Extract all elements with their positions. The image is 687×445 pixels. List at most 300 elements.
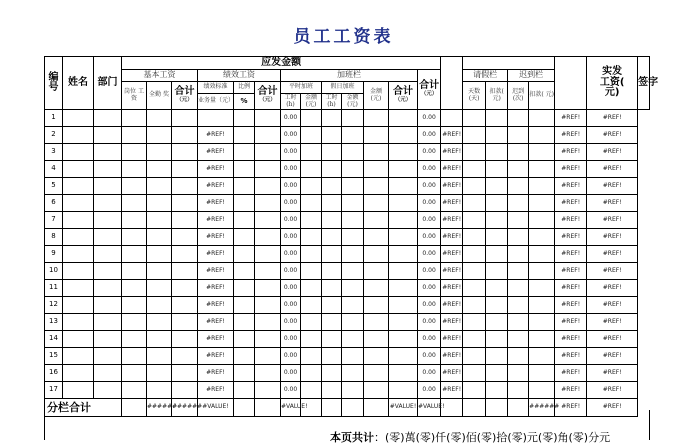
cell-empty bbox=[529, 382, 555, 399]
cell-empty bbox=[389, 178, 418, 195]
cell-empty bbox=[94, 246, 122, 263]
cell-value: #REF! bbox=[587, 195, 638, 212]
cell-empty bbox=[94, 263, 122, 280]
row-number: 17 bbox=[45, 382, 63, 399]
cell-empty bbox=[172, 382, 198, 399]
cell-empty bbox=[94, 110, 122, 127]
cell-empty bbox=[172, 110, 198, 127]
cell-empty bbox=[255, 263, 281, 280]
cell-empty bbox=[234, 263, 255, 280]
cell-value: #REF! bbox=[441, 161, 463, 178]
cell-empty bbox=[122, 263, 147, 280]
header-percent: % bbox=[234, 94, 255, 110]
cell-empty bbox=[301, 365, 322, 382]
header-jiari-jine: 金额 (元) bbox=[364, 82, 389, 110]
cell-empty bbox=[364, 280, 389, 297]
cell-empty bbox=[122, 297, 147, 314]
table-row bbox=[45, 382, 650, 399]
cell-value: 0.00 bbox=[418, 365, 441, 382]
cell-empty bbox=[122, 212, 147, 229]
cell-value: #REF! bbox=[441, 280, 463, 297]
cell-value: 0.00 bbox=[281, 280, 301, 297]
cell-value: #REF! bbox=[198, 195, 234, 212]
salary-table bbox=[44, 56, 659, 417]
cell-empty bbox=[463, 263, 486, 280]
cell-empty bbox=[94, 280, 122, 297]
cell-empty bbox=[147, 331, 172, 348]
cell-empty bbox=[486, 229, 508, 246]
header-quanqin-jiang: 全勤 奖 bbox=[147, 82, 172, 110]
cell-value: 0.00 bbox=[418, 144, 441, 161]
cell-empty bbox=[255, 161, 281, 178]
header-jixiao-biaozhun: 绩效标准 bbox=[198, 82, 234, 94]
cell-value: 0.00 bbox=[281, 263, 301, 280]
cell-empty bbox=[529, 178, 555, 195]
cell-empty bbox=[364, 178, 389, 195]
cell-value: #REF! bbox=[441, 195, 463, 212]
cell-value: 0.00 bbox=[418, 263, 441, 280]
total-cell: #REF! bbox=[555, 399, 587, 417]
cell-empty bbox=[63, 280, 94, 297]
cell-empty bbox=[486, 127, 508, 144]
cell-empty bbox=[147, 110, 172, 127]
cell-empty bbox=[172, 161, 198, 178]
cell-value: #REF! bbox=[198, 212, 234, 229]
table-row bbox=[45, 348, 650, 365]
cell-empty bbox=[389, 348, 418, 365]
cell-empty bbox=[389, 314, 418, 331]
cell-empty bbox=[172, 331, 198, 348]
cell-value: #REF! bbox=[555, 263, 587, 280]
cell-empty bbox=[172, 297, 198, 314]
cell-value: #REF! bbox=[441, 144, 463, 161]
cell-empty bbox=[322, 212, 342, 229]
cell-empty bbox=[486, 382, 508, 399]
cell-empty bbox=[301, 263, 322, 280]
cell-empty bbox=[463, 331, 486, 348]
cell-empty bbox=[508, 178, 529, 195]
cell-value: 0.00 bbox=[418, 161, 441, 178]
cell-empty bbox=[234, 195, 255, 212]
cell-empty bbox=[63, 110, 94, 127]
cell-empty bbox=[301, 314, 322, 331]
cell-value: #REF! bbox=[587, 331, 638, 348]
cell-empty bbox=[94, 382, 122, 399]
cell-value: #REF! bbox=[198, 297, 234, 314]
cell-empty bbox=[122, 127, 147, 144]
cell-value: #REF! bbox=[198, 348, 234, 365]
cell-empty bbox=[342, 195, 364, 212]
cell-empty bbox=[63, 127, 94, 144]
cell-empty bbox=[508, 212, 529, 229]
row-number: 11 bbox=[45, 280, 63, 297]
cell-empty bbox=[301, 348, 322, 365]
cell-empty bbox=[486, 331, 508, 348]
cell-empty bbox=[389, 331, 418, 348]
cell-empty bbox=[147, 178, 172, 195]
header-pingshi-jine: 金额 (元) bbox=[301, 94, 322, 110]
cell-empty bbox=[364, 365, 389, 382]
cell-empty bbox=[463, 297, 486, 314]
cell-empty bbox=[63, 314, 94, 331]
header-dept: 部门 bbox=[94, 57, 122, 110]
cell-value: 0.00 bbox=[281, 331, 301, 348]
cell-empty bbox=[463, 144, 486, 161]
header-chidao-ci: 迟到 (次) bbox=[508, 82, 529, 110]
cell-value: #REF! bbox=[198, 178, 234, 195]
row-number: 7 bbox=[45, 212, 63, 229]
cell-empty bbox=[463, 314, 486, 331]
cell-empty bbox=[301, 246, 322, 263]
cell-value: #REF! bbox=[555, 331, 587, 348]
cell-empty bbox=[508, 331, 529, 348]
cell-empty bbox=[486, 280, 508, 297]
cell-empty bbox=[234, 127, 255, 144]
header-name: 姓名 bbox=[63, 57, 94, 110]
cell-value: #REF! bbox=[198, 161, 234, 178]
cell-empty bbox=[342, 263, 364, 280]
table-row bbox=[45, 297, 650, 314]
cell-value: #REF! bbox=[198, 246, 234, 263]
cell-value: #REF! bbox=[587, 382, 638, 399]
table-row bbox=[45, 331, 650, 348]
header-bianhao: 编 号 bbox=[45, 57, 63, 110]
cell-empty bbox=[255, 110, 281, 127]
table-row bbox=[45, 161, 650, 178]
cell-value: #REF! bbox=[441, 246, 463, 263]
cell-empty bbox=[529, 314, 555, 331]
cell-value: 0.00 bbox=[418, 110, 441, 127]
cell-empty bbox=[322, 365, 342, 382]
cell-empty bbox=[508, 229, 529, 246]
cell-empty bbox=[122, 110, 147, 127]
cell-empty bbox=[234, 246, 255, 263]
cell-value: #REF! bbox=[198, 365, 234, 382]
row-number: 5 bbox=[45, 178, 63, 195]
cell-empty bbox=[147, 144, 172, 161]
cell-empty bbox=[322, 229, 342, 246]
cell-empty bbox=[234, 365, 255, 382]
cell-empty bbox=[172, 280, 198, 297]
table-row bbox=[45, 314, 650, 331]
cell-empty bbox=[508, 195, 529, 212]
cell-value: #REF! bbox=[441, 365, 463, 382]
cell-empty bbox=[63, 348, 94, 365]
cell-empty bbox=[486, 297, 508, 314]
cell-value: 0.00 bbox=[281, 127, 301, 144]
cell-value: #REF! bbox=[555, 297, 587, 314]
cell-empty bbox=[508, 110, 529, 127]
cell-empty bbox=[301, 212, 322, 229]
cell-value: 0.00 bbox=[418, 348, 441, 365]
cell-value: #REF! bbox=[587, 246, 638, 263]
cell-empty bbox=[463, 365, 486, 382]
cell-value: #REF! bbox=[587, 280, 638, 297]
cell-empty bbox=[364, 212, 389, 229]
cell-value: 0.00 bbox=[281, 229, 301, 246]
cell-empty bbox=[486, 365, 508, 382]
cell-empty bbox=[255, 348, 281, 365]
cell-empty bbox=[234, 144, 255, 161]
cell-empty bbox=[529, 331, 555, 348]
cell-value: #REF! bbox=[441, 212, 463, 229]
cell-empty bbox=[508, 144, 529, 161]
cell-value: #REF! bbox=[555, 212, 587, 229]
cell-empty bbox=[234, 314, 255, 331]
cell-value: #REF! bbox=[441, 348, 463, 365]
cell-empty bbox=[508, 263, 529, 280]
row-number: 6 bbox=[45, 195, 63, 212]
cell-empty bbox=[463, 382, 486, 399]
cell-value: #REF! bbox=[441, 127, 463, 144]
header-qingjia-tianshu: 天数 (天) bbox=[463, 82, 486, 110]
footer-lead: 本页共计 bbox=[330, 431, 374, 444]
cell-empty bbox=[301, 331, 322, 348]
cell-empty bbox=[234, 110, 255, 127]
table-row bbox=[45, 229, 650, 246]
cell-value bbox=[441, 110, 463, 127]
cell-empty bbox=[486, 144, 508, 161]
header-yewu-liang: 业务量（元） bbox=[198, 94, 234, 110]
cell-empty bbox=[147, 314, 172, 331]
cell-value: #REF! bbox=[441, 229, 463, 246]
cell-empty bbox=[172, 127, 198, 144]
cell-empty bbox=[322, 382, 342, 399]
total-cell: #VALUE! bbox=[281, 399, 301, 417]
cell-empty bbox=[389, 365, 418, 382]
cell-empty bbox=[342, 280, 364, 297]
cell-empty bbox=[389, 229, 418, 246]
cell-value: #REF! bbox=[587, 314, 638, 331]
cell-empty bbox=[389, 280, 418, 297]
cell-empty bbox=[529, 212, 555, 229]
header-qingjia-koukuan: 扣款( 元) bbox=[486, 82, 508, 110]
cell-empty bbox=[234, 161, 255, 178]
cell-empty bbox=[255, 212, 281, 229]
cell-empty bbox=[122, 229, 147, 246]
cell-value: 0.00 bbox=[418, 229, 441, 246]
cell-empty bbox=[255, 144, 281, 161]
cell-empty bbox=[122, 348, 147, 365]
row-number: 10 bbox=[45, 263, 63, 280]
cell-empty bbox=[301, 144, 322, 161]
cell-empty bbox=[508, 161, 529, 178]
cell-value: #REF! bbox=[441, 382, 463, 399]
cell-empty bbox=[508, 365, 529, 382]
cell-empty bbox=[529, 348, 555, 365]
cell-empty bbox=[342, 110, 364, 127]
cell-value: #REF! bbox=[587, 297, 638, 314]
cell-empty bbox=[389, 161, 418, 178]
cell-value: 0.00 bbox=[418, 127, 441, 144]
table-row bbox=[45, 195, 650, 212]
header-qianzi: 签字 bbox=[638, 57, 650, 110]
cell-empty bbox=[94, 297, 122, 314]
cell-value: #REF! bbox=[555, 314, 587, 331]
cell-value: 0.00 bbox=[418, 212, 441, 229]
cell-empty bbox=[529, 263, 555, 280]
cell-value: #REF! bbox=[198, 280, 234, 297]
table-row bbox=[45, 144, 650, 161]
cell-empty bbox=[172, 178, 198, 195]
footer-amount: ：(零)萬(零)仟(零)佰(零)拾(零)元(零)角(零)分元 bbox=[374, 431, 611, 444]
total-cell: ###### bbox=[147, 399, 172, 417]
row-number: 13 bbox=[45, 314, 63, 331]
cell-empty bbox=[486, 161, 508, 178]
row-number: 8 bbox=[45, 229, 63, 246]
cell-value: #REF! bbox=[555, 110, 587, 127]
cell-value: 0.00 bbox=[281, 365, 301, 382]
cell-empty bbox=[529, 127, 555, 144]
cell-empty bbox=[122, 144, 147, 161]
cell-empty bbox=[172, 212, 198, 229]
cell-empty bbox=[364, 144, 389, 161]
cell-empty bbox=[322, 161, 342, 178]
header-jiari-gongshi: 工时 (h) bbox=[322, 94, 342, 110]
cell-empty bbox=[342, 297, 364, 314]
cell-empty bbox=[63, 365, 94, 382]
cell-empty bbox=[322, 195, 342, 212]
cell-empty bbox=[364, 246, 389, 263]
cell-empty bbox=[94, 331, 122, 348]
cell-empty bbox=[234, 331, 255, 348]
row-number: 15 bbox=[45, 348, 63, 365]
cell-empty bbox=[389, 144, 418, 161]
cell-empty bbox=[529, 161, 555, 178]
cell-empty bbox=[234, 382, 255, 399]
cell-empty bbox=[529, 246, 555, 263]
cell-value: #REF! bbox=[587, 229, 638, 246]
header-jixiao-gongzi: 绩效工资 bbox=[198, 70, 281, 82]
header-jiari-jine-2: 金额 (元) bbox=[342, 94, 364, 110]
header-jiari-jiaban: 假日加班 bbox=[322, 82, 364, 94]
footer-total bbox=[330, 429, 610, 445]
cell-empty bbox=[463, 348, 486, 365]
cell-empty bbox=[322, 297, 342, 314]
cell-empty bbox=[255, 178, 281, 195]
cell-empty bbox=[486, 263, 508, 280]
cell-empty bbox=[147, 263, 172, 280]
cell-value: 0.00 bbox=[281, 348, 301, 365]
cell-empty bbox=[63, 246, 94, 263]
cell-empty bbox=[301, 195, 322, 212]
cell-empty bbox=[486, 178, 508, 195]
cell-empty bbox=[389, 110, 418, 127]
cell-value: #REF! bbox=[555, 127, 587, 144]
table-row bbox=[45, 365, 650, 382]
cell-empty bbox=[301, 127, 322, 144]
cell-value bbox=[198, 110, 234, 127]
table-row bbox=[45, 246, 650, 263]
cell-empty bbox=[172, 229, 198, 246]
cell-empty bbox=[147, 161, 172, 178]
cell-empty bbox=[342, 382, 364, 399]
cell-empty bbox=[486, 110, 508, 127]
cell-value: #REF! bbox=[555, 178, 587, 195]
cell-empty bbox=[463, 127, 486, 144]
cell-empty bbox=[234, 212, 255, 229]
cell-empty bbox=[122, 314, 147, 331]
sheet-title: 员工工资表 bbox=[293, 27, 394, 47]
row-number: 16 bbox=[45, 365, 63, 382]
cell-empty bbox=[172, 365, 198, 382]
cell-empty bbox=[63, 144, 94, 161]
cell-value: #REF! bbox=[587, 212, 638, 229]
cell-empty bbox=[147, 127, 172, 144]
cell-value: #REF! bbox=[441, 331, 463, 348]
table-row bbox=[45, 280, 650, 297]
total-cell: #VALUE! bbox=[418, 399, 441, 417]
cell-empty bbox=[463, 280, 486, 297]
cell-value: 0.00 bbox=[418, 246, 441, 263]
cell-empty bbox=[364, 331, 389, 348]
header-qingjia-lan: 请假栏 bbox=[463, 70, 508, 82]
cell-empty bbox=[508, 382, 529, 399]
cell-value: 0.00 bbox=[418, 280, 441, 297]
cell-empty bbox=[122, 365, 147, 382]
header-jixiao-heji: 合计 （元） bbox=[255, 82, 281, 110]
cell-empty bbox=[301, 178, 322, 195]
cell-value: 0.00 bbox=[281, 246, 301, 263]
cell-value: #REF! bbox=[555, 348, 587, 365]
cell-empty bbox=[94, 144, 122, 161]
cell-empty bbox=[94, 161, 122, 178]
cell-empty bbox=[94, 195, 122, 212]
cell-value: #REF! bbox=[587, 348, 638, 365]
row-number: 9 bbox=[45, 246, 63, 263]
cell-empty bbox=[94, 229, 122, 246]
cell-empty bbox=[94, 178, 122, 195]
cell-empty bbox=[172, 144, 198, 161]
cell-empty bbox=[301, 382, 322, 399]
cell-empty bbox=[172, 246, 198, 263]
cell-value: #REF! bbox=[198, 263, 234, 280]
cell-empty bbox=[463, 246, 486, 263]
cell-value: 0.00 bbox=[418, 195, 441, 212]
cell-empty bbox=[529, 144, 555, 161]
cell-empty bbox=[508, 314, 529, 331]
cell-empty bbox=[122, 195, 147, 212]
cell-value: 0.00 bbox=[281, 297, 301, 314]
table-row bbox=[45, 127, 650, 144]
cell-empty bbox=[322, 280, 342, 297]
cell-empty bbox=[63, 229, 94, 246]
cell-empty bbox=[342, 331, 364, 348]
cell-empty bbox=[364, 263, 389, 280]
cell-empty bbox=[63, 178, 94, 195]
cell-empty bbox=[486, 195, 508, 212]
cell-empty bbox=[463, 161, 486, 178]
cell-empty bbox=[147, 246, 172, 263]
cell-empty bbox=[342, 246, 364, 263]
cell-empty bbox=[94, 348, 122, 365]
cell-empty bbox=[172, 195, 198, 212]
cell-empty bbox=[255, 382, 281, 399]
cell-value: #REF! bbox=[441, 297, 463, 314]
cell-empty bbox=[322, 144, 342, 161]
cell-value: 0.00 bbox=[418, 178, 441, 195]
cell-empty bbox=[486, 212, 508, 229]
header-pingshi-jiaban: 平时加班 bbox=[281, 82, 322, 94]
cell-empty bbox=[301, 280, 322, 297]
header-jiben-gongzi: 基本工资 bbox=[122, 70, 198, 82]
cell-value: #REF! bbox=[555, 365, 587, 382]
row-number: 3 bbox=[45, 144, 63, 161]
row-number: 1 bbox=[45, 110, 63, 127]
cell-value: #REF! bbox=[587, 178, 638, 195]
row-number: 4 bbox=[45, 161, 63, 178]
cell-value: 0.00 bbox=[418, 314, 441, 331]
